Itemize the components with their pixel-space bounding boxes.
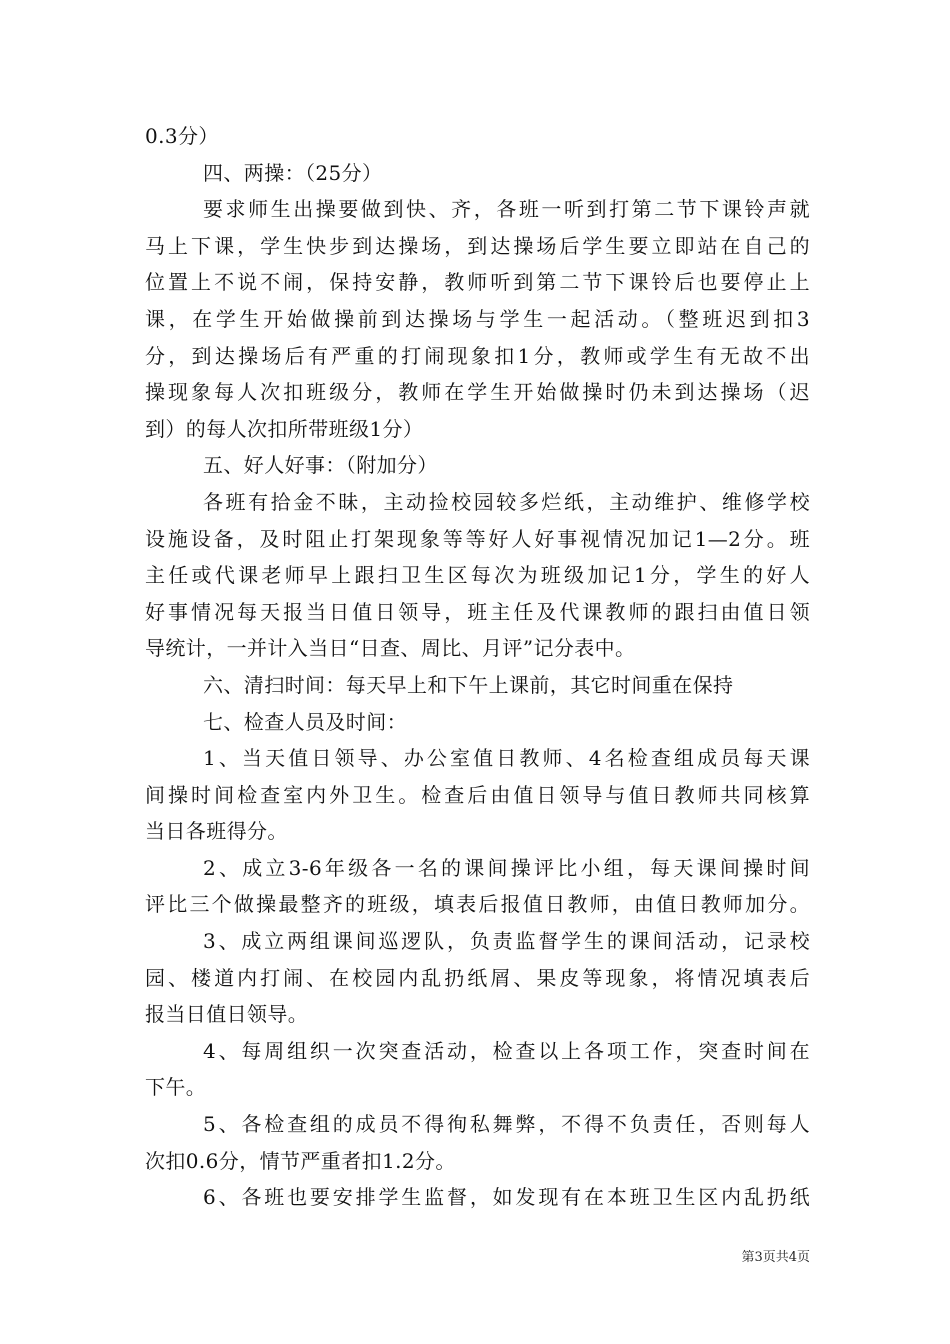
text-line: 3、成立两组课间巡逻队，负责监督学生的课间活动，记录校 <box>203 929 810 954</box>
text-line: 0.3分） <box>145 124 219 148</box>
text-line: 4、每周组织一次突查活动，检查以上各项工作，突查时间在 <box>203 1038 810 1063</box>
text-line: 1、当天值日领导、办公室值日教师、4名检查组成员每天课 <box>203 746 810 771</box>
text-line: 5、各检查组的成员不得徇私舞弊，不得不负责任，否则每人 <box>203 1112 810 1137</box>
text-line: 主任或代课老师早上跟扫卫生区每次为班级加记1分，学生的好人 <box>145 563 810 588</box>
text-line: 五、好人好事：（附加分） <box>203 453 438 478</box>
text-line: 间操时间检查室内外卫生。检查后由值日领导与值日教师共同核算 <box>145 782 810 807</box>
page-number: 第3页共4页 <box>741 1250 810 1265</box>
text-line: 分，到达操场后有严重的打闹现象扣1分，教师或学生有无故不出 <box>145 343 810 368</box>
text-line: 六、清扫时间：每天早上和下午上课前，其它时间重在保持 <box>203 672 734 697</box>
text-line: 6、各班也要安排学生监督，如发现有在本班卫生区内乱扔纸 <box>203 1185 810 1210</box>
text-line: 要求师生出操要做到快、齐，各班一听到打第二节下课铃声就 <box>203 197 810 222</box>
text-line: 操现象每人次扣班级分，教师在学生开始做操时仍未到达操场（迟 <box>145 380 810 405</box>
text-line: 评比三个做操最整齐的班级，填表后报值日教师，由值日教师加分。 <box>145 892 810 917</box>
text-line: 园、楼道内打闹、在校园内乱扔纸屑、果皮等现象，将情况填表后 <box>145 965 810 990</box>
text-line: 报当日值日领导。 <box>145 1002 309 1027</box>
text-line: 位置上不说不闹，保持安静，教师听到第二节下课铃后也要停止上 <box>145 270 810 295</box>
text-line: 到）的每人次扣所带班级1分） <box>145 416 424 441</box>
document-body <box>145 118 810 1216</box>
text-line: 马上下课，学生快步到达操场，到达操场后学生要立即站在自己的 <box>145 233 810 258</box>
text-line: 下午。 <box>145 1075 207 1100</box>
text-line: 七、检查人员及时间： <box>203 709 407 734</box>
text-line: 设施设备，及时阻止打架现象等等好人好事视情况加记1—2分。班 <box>145 526 810 551</box>
text-line: 课，在学生开始做操前到达操场与学生一起活动。（整班迟到扣3 <box>145 306 810 331</box>
text-line: 好事情况每天报当日值日领导，班主任及代课教师的跟扫由值日领 <box>145 599 810 624</box>
text-line: 当日各班得分。 <box>145 819 288 844</box>
text-line: 次扣0.6分，情节严重者扣1.2分。 <box>145 1148 456 1173</box>
text-line: 各班有拾金不昧，主动捡校园较多烂纸，主动维护、维修学校 <box>203 489 810 514</box>
text-line: 四、两操：（25分） <box>203 160 383 185</box>
text-line: 导统计，一并计入当日“日查、周比、月评”记分表中。 <box>145 636 636 661</box>
text-line: 2、成立3-6年级各一名的课间操评比小组，每天课间操时间 <box>203 855 810 880</box>
